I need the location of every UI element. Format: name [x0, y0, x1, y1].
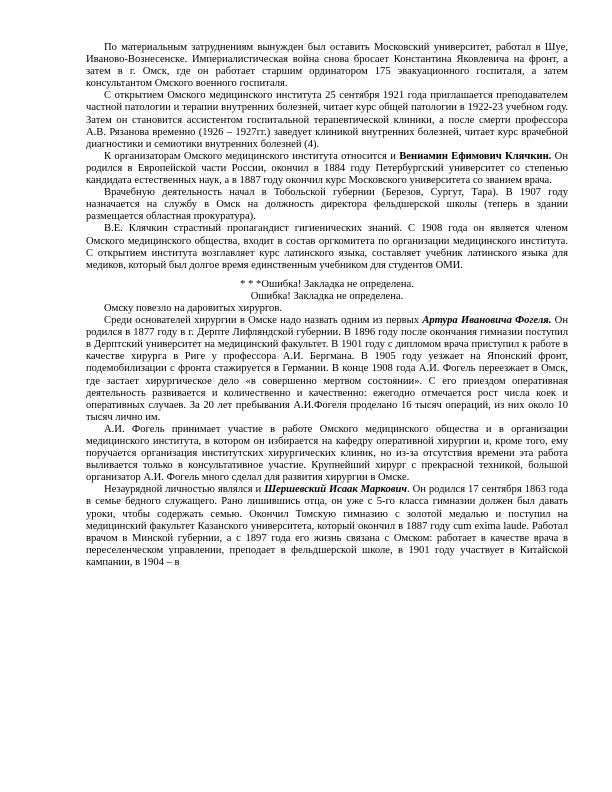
paragraph-text: . Он родился 17 сентября 1863 года в семье бедного служащего. Рано лишившись отца, он уже с 5-го класса гимназии должен был давать уроки, чтобы содержать семью. Окончил Томскую гимназию с золотой медалью и поступил на медицинский факультет Казанского университета, который окончил в 1887 году cum exima laude. Работал врачом в Минской губернии, а с 1897 года его жизнь связана с Омском: работает в качестве врача в переселенческом управлении, преподает в фельдшерской школе, в 1901 году участвует в Китайской кампании, в 1904 – в [86, 484, 568, 568]
person-name: Артура Ивановича Фогеля. [422, 315, 552, 327]
paragraph [86, 223, 568, 271]
paragraph-text: По материальным затруднениям вынужден был оставить Московский университет, работал в Шуе, Иваново-Вознесенске. Империалистическая война снова бросает Константина Яковлевича на фронт, а затем в г. Омск, где он работает старшим ординатором 175 эвакуационного госпиталя, а затем консультантом Омского военного госпиталя. [86, 42, 568, 90]
paragraph-text: К организаторам Омского медицинского института относится и [104, 150, 400, 162]
paragraph-text: Омску повезло на даровитых хирургов. [104, 302, 282, 314]
error-notice [86, 279, 568, 303]
paragraph [86, 315, 568, 424]
error-line: Ошибка! Закладка не определена. [250, 290, 404, 302]
paragraph-text: А.И. Фогель принимает участие в работе Омского медицинского общества и в организации медицинского института, в котором он избирается на кафедру оперативной хирургии и, кроме того, ему поручается организация институтских хирургических клиник, но из-за отсутствия времени эта работа выливается только в консультативное участие. Крупнейший хирург с прекрасной техникой, большой организатор А.И. Фогель много сделал для развития хирургии в Омске. [86, 423, 568, 484]
paragraph-text: Среди основателей хирургии в Омске надо назвать одним из первых [104, 315, 423, 327]
paragraph-text: Незаурядной личностью являлся и [104, 484, 265, 496]
person-name: Вениамин Ефимович Клячкин. [399, 150, 552, 162]
paragraph [86, 42, 568, 90]
error-line: * * *Ошибка! Закладка не определена. [240, 278, 414, 290]
paragraph [86, 303, 568, 315]
paragraph [86, 424, 568, 484]
paragraph-text: Он родился в Европейской части России, окончил в 1884 году Петербургский университет со степенью кандидата естественных наук, а в 1887 году окончил курс Московского университета со званием врача. [86, 150, 568, 187]
paragraph-text: С открытием Омского медицинского института 25 сентября 1921 года приглашается преподавателем частной патологии и терапии внутренних болезней, читает курс общей патологии в 1922-23 учебном году. Затем он становится ассистентом госпитальной терапевтической клиники, а после смерти профессора А.В. Рязанова временно (1926 – 1927гг.) заведует клиникой внутренних болезней, читает курс врачебной диагностики и семиотики внутренних болезней (4). [86, 90, 568, 150]
paragraph-text: Врачебную деятельность начал в Тобольской губернии (Березов, Сургут, Тара). В 1907 году назначается на службу в Омск на должность директора фельдшерской школы (теперь в здании размещается областная прокуратура). [86, 187, 568, 223]
text-block-1 [86, 42, 568, 272]
paragraph [86, 484, 568, 569]
person-name: Шершевский Исаак Маркович [264, 484, 407, 496]
paragraph [86, 151, 568, 187]
paragraph [86, 90, 568, 150]
paragraph [86, 187, 568, 223]
paragraph-text: В.Е. Клячкин страстный пропагандист гигиенических знаний. С 1908 года он является членом Омского медицинского общества, входит в состав оргкомитета по организации медицинского института. С открытием института возглавляет курс латинского языка, составляет учебник латинского языка для медиков, который был долгое время единственным учебником для студентов ОМИ. [86, 223, 568, 271]
document-page [86, 42, 568, 569]
paragraph-text: Он родился в 1877 году в г. Дерпте Лифляндской губернии. В 1896 году после окончания гимназии поступил в Дерптский университет на медицинский факультет. В 1901 году с дипломом врача приступил к работе в качестве хирурга в Риге у профессора А.И. Бергмана. В 1905 году уезжает на Японский фронт, подемобилизации с фронта стажируется в Германии. В конце 1908 года А.И. Фогель переезжает в Омск, где застает хирургическое дело «в совершенно мертвом состоянии». С его приездом оперативная деятельность развивается и количественно и качественно: ежегодно отмечается рост числа коек и оперативных случаев. За 20 лет пребывания А.И.Фогеля проделано 16 тысяч операций, из них около 10 тысяч лично им. [86, 315, 569, 423]
text-block-2 [86, 303, 568, 569]
